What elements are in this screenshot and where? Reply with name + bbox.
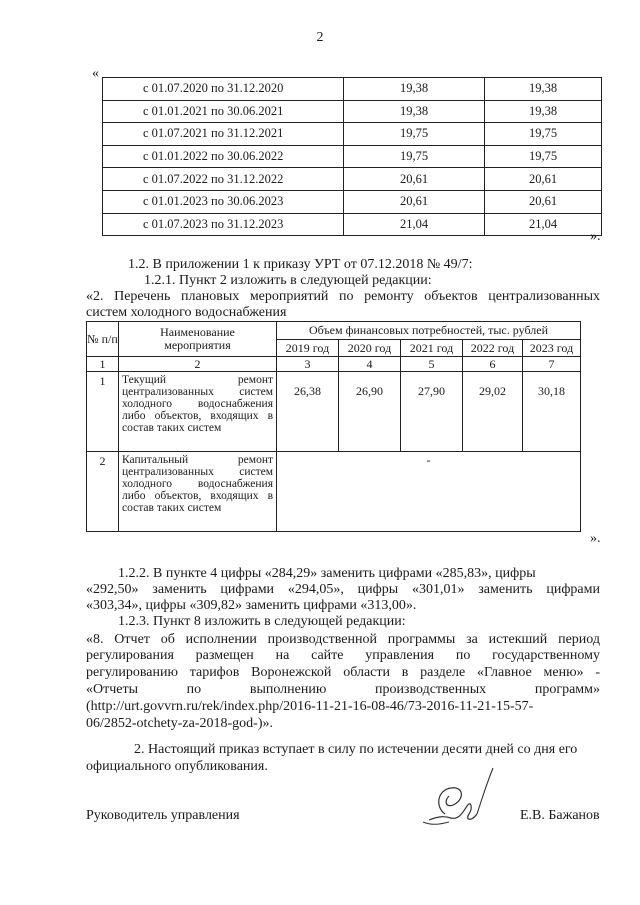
rate-value-1: 21,04	[344, 213, 485, 236]
rate-row	[103, 213, 602, 236]
header-volume: Объем финансовых потребностей, тыс. рублей	[277, 322, 581, 340]
point8-line: «Отчеты по выполнению производственных программ»	[86, 682, 600, 697]
value-cell: 30,18	[523, 372, 581, 452]
index-cell: 3	[277, 357, 339, 372]
rate-value-2: 19,75	[485, 123, 602, 146]
item-1-2-2-line2: «292,50» заменить цифрами «294,05», цифры «301,01» заменить цифрами	[86, 582, 600, 597]
index-cell: 5	[401, 357, 463, 372]
period-cell: с 01.07.2023 по 31.12.2023	[103, 213, 344, 236]
point8-line: регулированию тарифов Воронежской области в разделе «Главное меню» -	[86, 665, 600, 680]
period-cell: с 01.07.2022 по 31.12.2022	[103, 168, 344, 191]
header-name: Наименование мероприятия	[119, 322, 277, 357]
plan-table	[86, 321, 581, 532]
row-num: 1	[87, 372, 119, 452]
rate-value-1: 19,38	[344, 78, 485, 101]
header-num: № п/п	[87, 322, 119, 357]
rate-value-1: 19,75	[344, 123, 485, 146]
rate-value-1: 19,38	[344, 100, 485, 123]
year-cell: 2019 год	[277, 339, 339, 357]
rate-value-2: 19,38	[485, 78, 602, 101]
rate-table	[102, 77, 602, 236]
close-quote-1: ».	[590, 229, 601, 244]
rate-row	[103, 100, 602, 123]
signer-title: Руководитель управления	[86, 808, 240, 823]
row-name: Текущий ремонт централизованных систем холодного водоснабжения либо объектов, входящих в состав таких систем	[119, 372, 277, 452]
index-cell: 2	[119, 357, 277, 372]
item-1-2-2-line3: «303,34», цифры «309,82» заменить цифрами «313,00».	[86, 598, 417, 613]
year-cell: 2020 год	[339, 339, 401, 357]
rate-value-2: 20,61	[485, 168, 602, 191]
rate-row	[103, 168, 602, 191]
rate-value-2: 21,04	[485, 213, 602, 236]
value-cell: 27,90	[401, 372, 463, 452]
merged-dash-cell: -	[277, 452, 581, 532]
open-quote: «	[92, 66, 99, 81]
rate-row	[103, 78, 602, 101]
rate-value-2: 19,75	[485, 145, 602, 168]
period-cell: с 01.01.2023 по 30.06.2023	[103, 190, 344, 213]
point2-title-line2: систем холодного водоснабжения	[86, 305, 287, 320]
row-name: Капитальный ремонт централизованных систем холодного водоснабжения либо объектов, входящих в состав таких систем	[119, 452, 277, 532]
rate-row	[103, 123, 602, 146]
year-cell: 2023 год	[523, 339, 581, 357]
item-1-2-3: 1.2.3. Пункт 8 изложить в следующей редакции:	[118, 614, 406, 629]
year-cell: 2021 год	[401, 339, 463, 357]
rate-row	[103, 190, 602, 213]
period-cell: с 01.01.2022 по 30.06.2022	[103, 145, 344, 168]
page-number: 2	[316, 30, 324, 45]
year-cell: 2022 год	[463, 339, 523, 357]
point8-line: (http://urt.govvrn.ru/rek/index.php/2016-11-21-16-08-46/73-2016-11-21-15-57-	[86, 699, 534, 714]
index-cell: 7	[523, 357, 581, 372]
value-cell: 26,38	[277, 372, 339, 452]
rate-value-2: 20,61	[485, 190, 602, 213]
point8-line: «8. Отчет об исполнении производственной программы за истекший период	[86, 632, 600, 647]
item-2-line1: 2. Настоящий приказ вступает в силу по истечении десяти дней со дня его	[134, 742, 578, 757]
rate-value-1: 20,61	[344, 168, 485, 191]
period-cell: с 01.01.2021 по 30.06.2021	[103, 100, 344, 123]
rate-value-1: 20,61	[344, 190, 485, 213]
period-cell: с 01.07.2020 по 31.12.2020	[103, 78, 344, 101]
signer-name: Е.В. Бажанов	[520, 808, 600, 823]
value-cell: 29,02	[463, 372, 523, 452]
item-1-2-2-line1: 1.2.2. В пункте 4 цифры «284,29» заменить цифрами «285,83», цифры	[118, 566, 536, 581]
value-cell: 26,90	[339, 372, 401, 452]
rate-value-2: 19,38	[485, 100, 602, 123]
index-cell: 6	[463, 357, 523, 372]
point2-title-line1: «2. Перечень плановых мероприятий по ремонту объектов централизованных	[86, 289, 600, 304]
point8-line: регулирования размещен на сайте управления по государственному	[86, 648, 600, 663]
item-2-line2: официального опубликования.	[86, 759, 268, 774]
point8-line: 06/2852-otchety-za-2018-god-)».	[86, 716, 273, 731]
close-quote-2: ».	[590, 531, 601, 546]
index-cell: 4	[339, 357, 401, 372]
index-cell: 1	[87, 357, 119, 372]
item-1-2-1: 1.2.1. Пункт 2 изложить в следующей редакции:	[144, 273, 432, 288]
rate-value-1: 19,75	[344, 145, 485, 168]
period-cell: с 01.07.2021 по 31.12.2021	[103, 123, 344, 146]
section-1-2: 1.2. В приложении 1 к приказу УРТ от 07.12.2018 № 49/7:	[128, 257, 473, 272]
rate-row	[103, 145, 602, 168]
row-num: 2	[87, 452, 119, 532]
signature-icon	[415, 762, 505, 840]
